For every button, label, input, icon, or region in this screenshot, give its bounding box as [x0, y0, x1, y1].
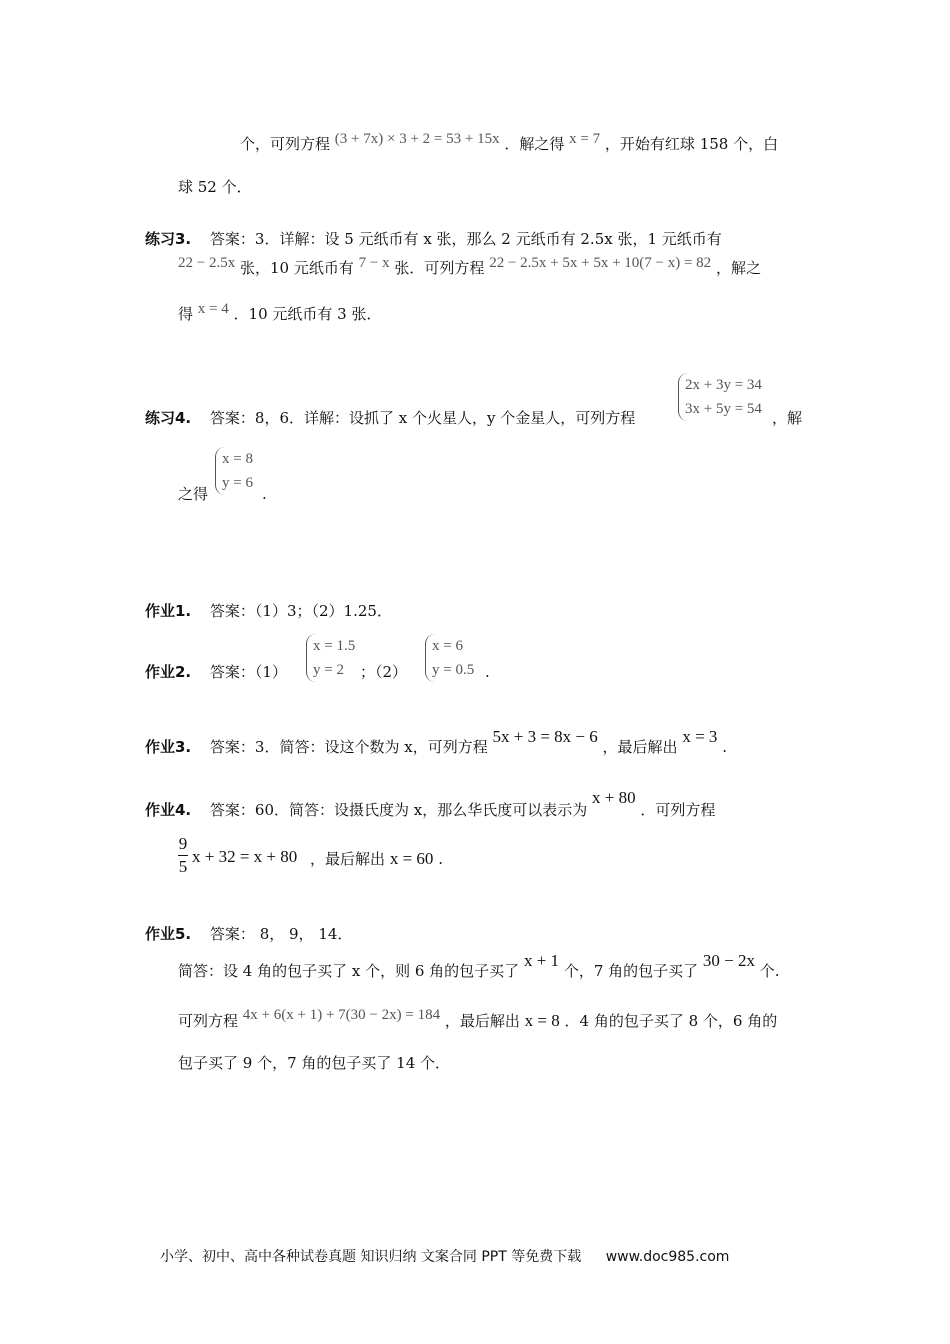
text: . — [438, 850, 443, 868]
homework-4-line-1 — [145, 788, 716, 821]
practice-4-line-1-end — [772, 407, 802, 429]
system-row: y = 2 — [313, 662, 344, 678]
text: ；（2） — [360, 663, 408, 681]
text: 答案：3．简答：设这个数为 x，可列方程 — [209, 738, 488, 756]
page-footer — [160, 1246, 729, 1266]
expression: 30 − 2x — [702, 951, 756, 970]
solution: x = 4 — [197, 301, 229, 317]
system-row: x = 8 — [222, 451, 253, 467]
text: 之得 — [178, 485, 209, 503]
text: ，解 — [772, 409, 803, 427]
fraction-denominator: 5 — [178, 857, 188, 876]
footer-url[interactable]: www.doc985.com — [605, 1249, 730, 1265]
top-line-2 — [178, 176, 252, 198]
text: 个. — [759, 962, 780, 980]
homework-5-line-4 — [178, 1052, 450, 1074]
homework-2 — [145, 661, 287, 683]
text: 包子买了 9 个，7 角的包子买了 14 个． — [178, 1054, 451, 1072]
solution-system — [425, 634, 474, 682]
practice-3-line-3 — [178, 303, 381, 326]
text: 可列方程 — [178, 1012, 239, 1030]
homework-5-line-1 — [145, 923, 352, 945]
solution: x = 3 — [682, 727, 718, 746]
text: 球 52 个． — [178, 178, 252, 196]
equation: 7 − x — [358, 255, 390, 271]
practice-4-label: 练习4. — [145, 409, 192, 427]
footer-text: 小学、初中、高中各种试卷真题 知识归纳 文案合同 PPT 等免费下载 — [160, 1249, 582, 1265]
homework-5-label: 作业5. — [145, 925, 192, 943]
text: ．4 角的包子买了 8 个，6 角的 — [564, 1012, 778, 1030]
homework-4-label: 作业4. — [145, 801, 192, 819]
practice-3-line-2 — [178, 257, 761, 280]
text: . — [262, 485, 267, 503]
text: ，最后解出 — [444, 1012, 520, 1030]
fraction — [178, 834, 188, 877]
system-row: y = 6 — [222, 475, 253, 491]
solution-system — [215, 447, 253, 495]
text: ，最后解出 — [602, 738, 678, 756]
text: 答案：（1） — [209, 663, 287, 681]
homework-2-label: 作业2. — [145, 663, 192, 681]
practice-4-line-1 — [145, 407, 635, 429]
expression: x + 1 — [523, 951, 560, 970]
homework-4-line-2 — [192, 848, 443, 870]
homework-5-line-2 — [178, 951, 780, 982]
text: 答案： 8， 9， 14． — [209, 925, 353, 943]
equation: x + 32 = x + 80 — [192, 847, 298, 866]
homework-2-mid — [360, 661, 407, 683]
equation: 4x + 6(x + 1) + 7(30 − 2x) = 184 — [242, 1007, 441, 1023]
fraction-bar — [178, 855, 188, 856]
equation: 22 − 2.5x + 5x + 5x + 10(7 − x) = 82 — [489, 255, 712, 271]
system-row: 3x + 5y = 54 — [685, 401, 762, 417]
homework-1 — [145, 600, 392, 622]
text: 答案：3．详解：设 5 元纸币有 x 张，那么 2 元纸币有 2.5x 张，1 元纸币有 — [209, 230, 722, 248]
fraction-numerator: 9 — [178, 834, 188, 853]
practice-4-line-2-end — [262, 483, 267, 505]
text: . — [722, 738, 727, 756]
solution-system — [306, 634, 355, 682]
homework-5-line-3 — [178, 1007, 778, 1033]
system-row: x = 1.5 — [313, 638, 356, 654]
homework-1-label: 作业1. — [145, 602, 192, 620]
solution: x = 7 — [569, 131, 601, 147]
text: 张，10 元纸币有 — [240, 259, 354, 277]
text: ．可列方程 — [640, 801, 716, 819]
text: 张．可列方程 — [394, 259, 485, 277]
text: 得 — [178, 305, 194, 323]
equation: (3 + 7x) × 3 + 2 = 53 + 15x — [334, 131, 500, 147]
system-row: 2x + 3y = 34 — [685, 377, 762, 393]
text: . — [485, 663, 490, 681]
practice-3-label: 练习3. — [145, 230, 192, 248]
text: 个，可列方程 — [240, 135, 331, 153]
top-line-1 — [240, 133, 778, 156]
expression: x + 80 — [592, 788, 636, 807]
practice-4-line-2 — [178, 483, 208, 505]
solution: x = 8 — [524, 1011, 560, 1030]
homework-3 — [145, 727, 727, 758]
equation: 22 − 2.5x — [178, 255, 236, 271]
text: 答案：（1）3；（2）1.25． — [209, 602, 392, 620]
homework-2-end — [485, 661, 490, 683]
practice-3-line-1 — [145, 228, 722, 250]
text: ，解之 — [715, 259, 761, 277]
text: ．10 元纸币有 3 张． — [233, 305, 382, 323]
system-row: y = 0.5 — [432, 662, 475, 678]
text: ，开始有红球 158 个，白 — [604, 135, 779, 153]
text: 答案：60．简答：设摄氏度为 x，那么华氏度可以表示为 — [209, 801, 588, 819]
equation-system — [678, 373, 762, 421]
text: 个，7 角的包子买了 — [563, 962, 699, 980]
system-row: x = 6 — [432, 638, 463, 654]
homework-3-label: 作业3. — [145, 738, 192, 756]
solution: x = 60 — [389, 849, 434, 868]
text: ．解之得 — [504, 135, 565, 153]
equation: 5x + 3 = 8x − 6 — [492, 727, 598, 746]
text: ，最后解出 — [310, 850, 386, 868]
text: 答案：8，6．详解：设抓了 x 个火星人，y 个金星人，可列方程 — [209, 409, 636, 427]
text: 简答：设 4 角的包子买了 x 个，则 6 角的包子买了 — [178, 962, 520, 980]
